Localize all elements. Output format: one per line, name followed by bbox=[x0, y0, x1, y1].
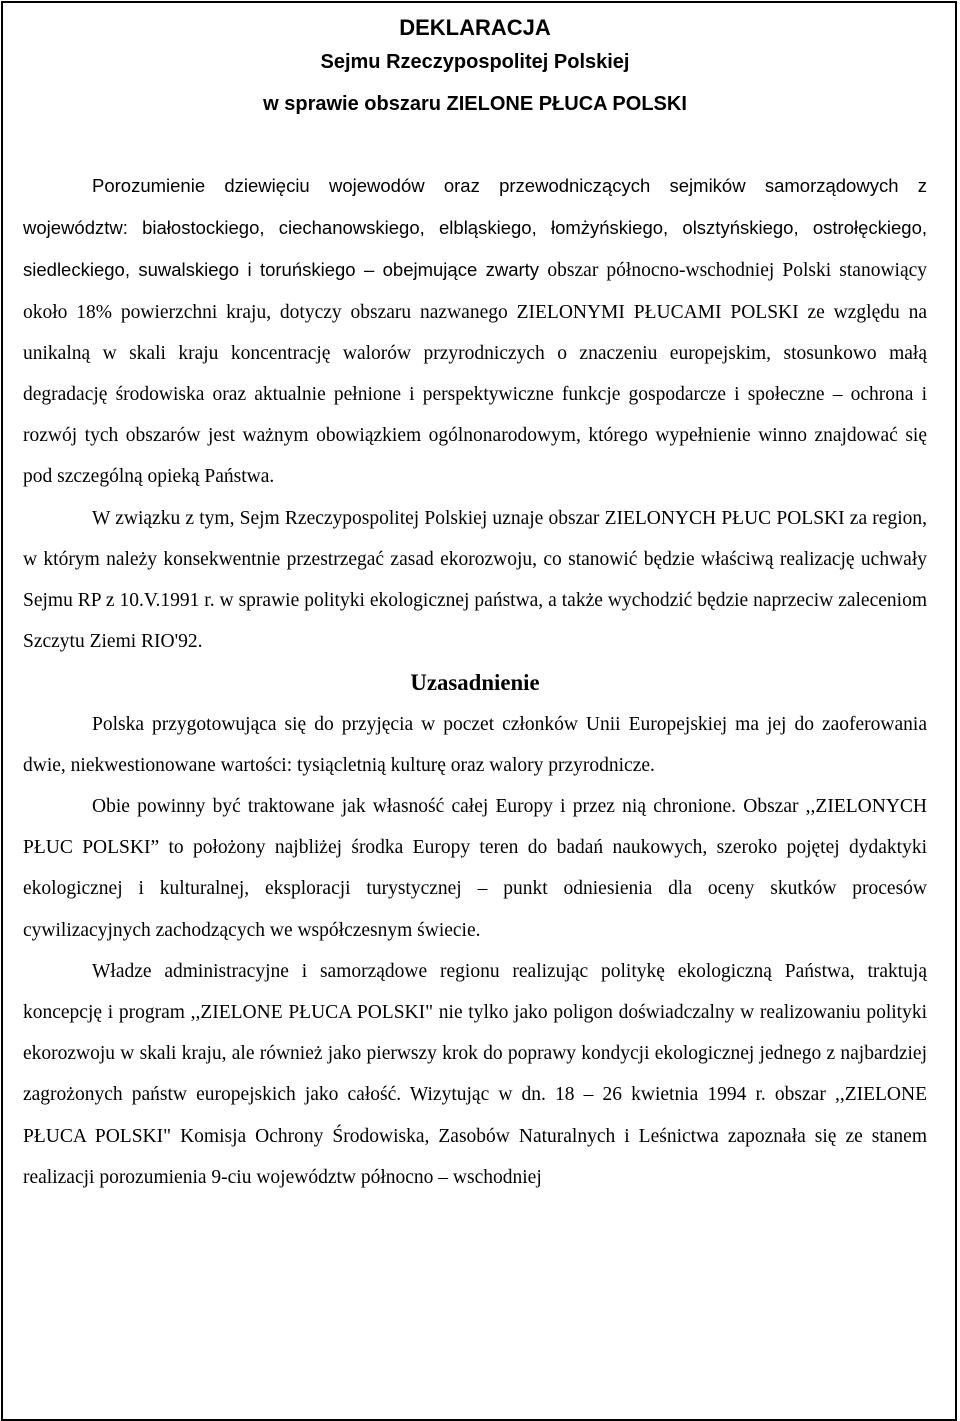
document-subject: w sprawie obszaru ZIELONE PŁUCA POLSKI bbox=[263, 93, 687, 115]
paragraph-agreement-part2: obszar północno-wschodniej Polski stanowiący około 18% powierzchni kraju, dotyczy obszaru nazwanego ZIELONYMI PŁUCAMI POLSKI ze względu na unikalną w skali kraju koncentrację walorów przyrodniczych o znaczeniu europejskim, stosunkowo małą degradację środowiska oraz aktualnie pełnione i perspektywiczne funkcje gospodarcze i społeczne – ochrona i rozwój tych obszarów jest ważnym obowiązkiem ogólnonarodowym, którego wypełnienie winno znajdować się pod szczególną opieką Państwa. bbox=[23, 260, 928, 488]
document-subtitle: Sejmu Rzeczypospolitej Polskiej bbox=[320, 51, 630, 73]
document-title: DEKLARACJA bbox=[399, 15, 551, 40]
paragraph-agreement-part1: Porozumienie dziewięciu wojewodów oraz przewodniczących sejmików samorządowych z województw: białostockiego, ciechanowskiego, elbląskiego, łomżyńskiego, olsztyńskiego, ostrołęckiego, siedleckiego, suwalskiego i toruńskiego – obejmujące zwarty bbox=[23, 175, 927, 281]
paragraph-european-heritage: Obie powinny być traktowane jak własność całej Europy i przez nią chronione. Obszar ,,ZIELONYCH PŁUC POLSKI” to położony najbliżej środka Europy teren do badań naukowych, szeroko pojętej dydaktyki ekologicznej i kulturalnej, eksploracji turystycznej – punkt odniesienia dla oceny skutków procesów cywilizacyjnych zachodzących we współczesnym świecie. bbox=[23, 796, 927, 941]
paragraph-eu-accession: Polska przygotowująca się do przyjęcia w poczet członków Unii Europejskiej ma jej do zaoferowania dwie, niekwestionowane wartości: tysiącletnią kulturę oraz walory przyrodnicze. bbox=[23, 713, 927, 776]
paragraph-agreement bbox=[23, 165, 927, 498]
paragraph-resolution: W związku z tym, Sejm Rzeczypospolitej Polskiej uznaje obszar ZIELONYCH PŁUC POLSKI za region, w którym należy konsekwentnie przestrzegać zasad ekorozwoju, co stanowić będzie właściwą realizację uchwały Sejmu RP z 10.V.1991 r. w sprawie polityki ekologicznej państwa, a także wychodzić będzie naprzeciw zaleceniom Szczytu Ziemi RIO'92. bbox=[23, 507, 927, 653]
paragraph-regional-authorities: Władze administracyjne i samorządowe regionu realizując politykę ekologiczną Państwa, traktują koncepcję i program ,,ZIELONE PŁUCA POLSKI" nie tylko jako poligon doświadczalny w realizowaniu polityki ekorozwoju w skali kraju, ale również jako pierwszy krok do poprawy kondycji ekologicznej jednego z najbardziej zagrożonych państw europejskich jako całość. Wizytując w dn. 18 – 26 kwietnia 1994 r. obszar ,,ZIELONE PŁUCA POLSKI" Komisja Ochrony Środowiska, Zasobów Naturalnych i Leśnictwa zapoznała się ze stanem realizacji porozumienia 9-ciu województw północno – wschodniej bbox=[23, 960, 927, 1188]
document-body bbox=[23, 14, 927, 1198]
section-heading-justification: Uzasadnienie bbox=[410, 670, 540, 696]
